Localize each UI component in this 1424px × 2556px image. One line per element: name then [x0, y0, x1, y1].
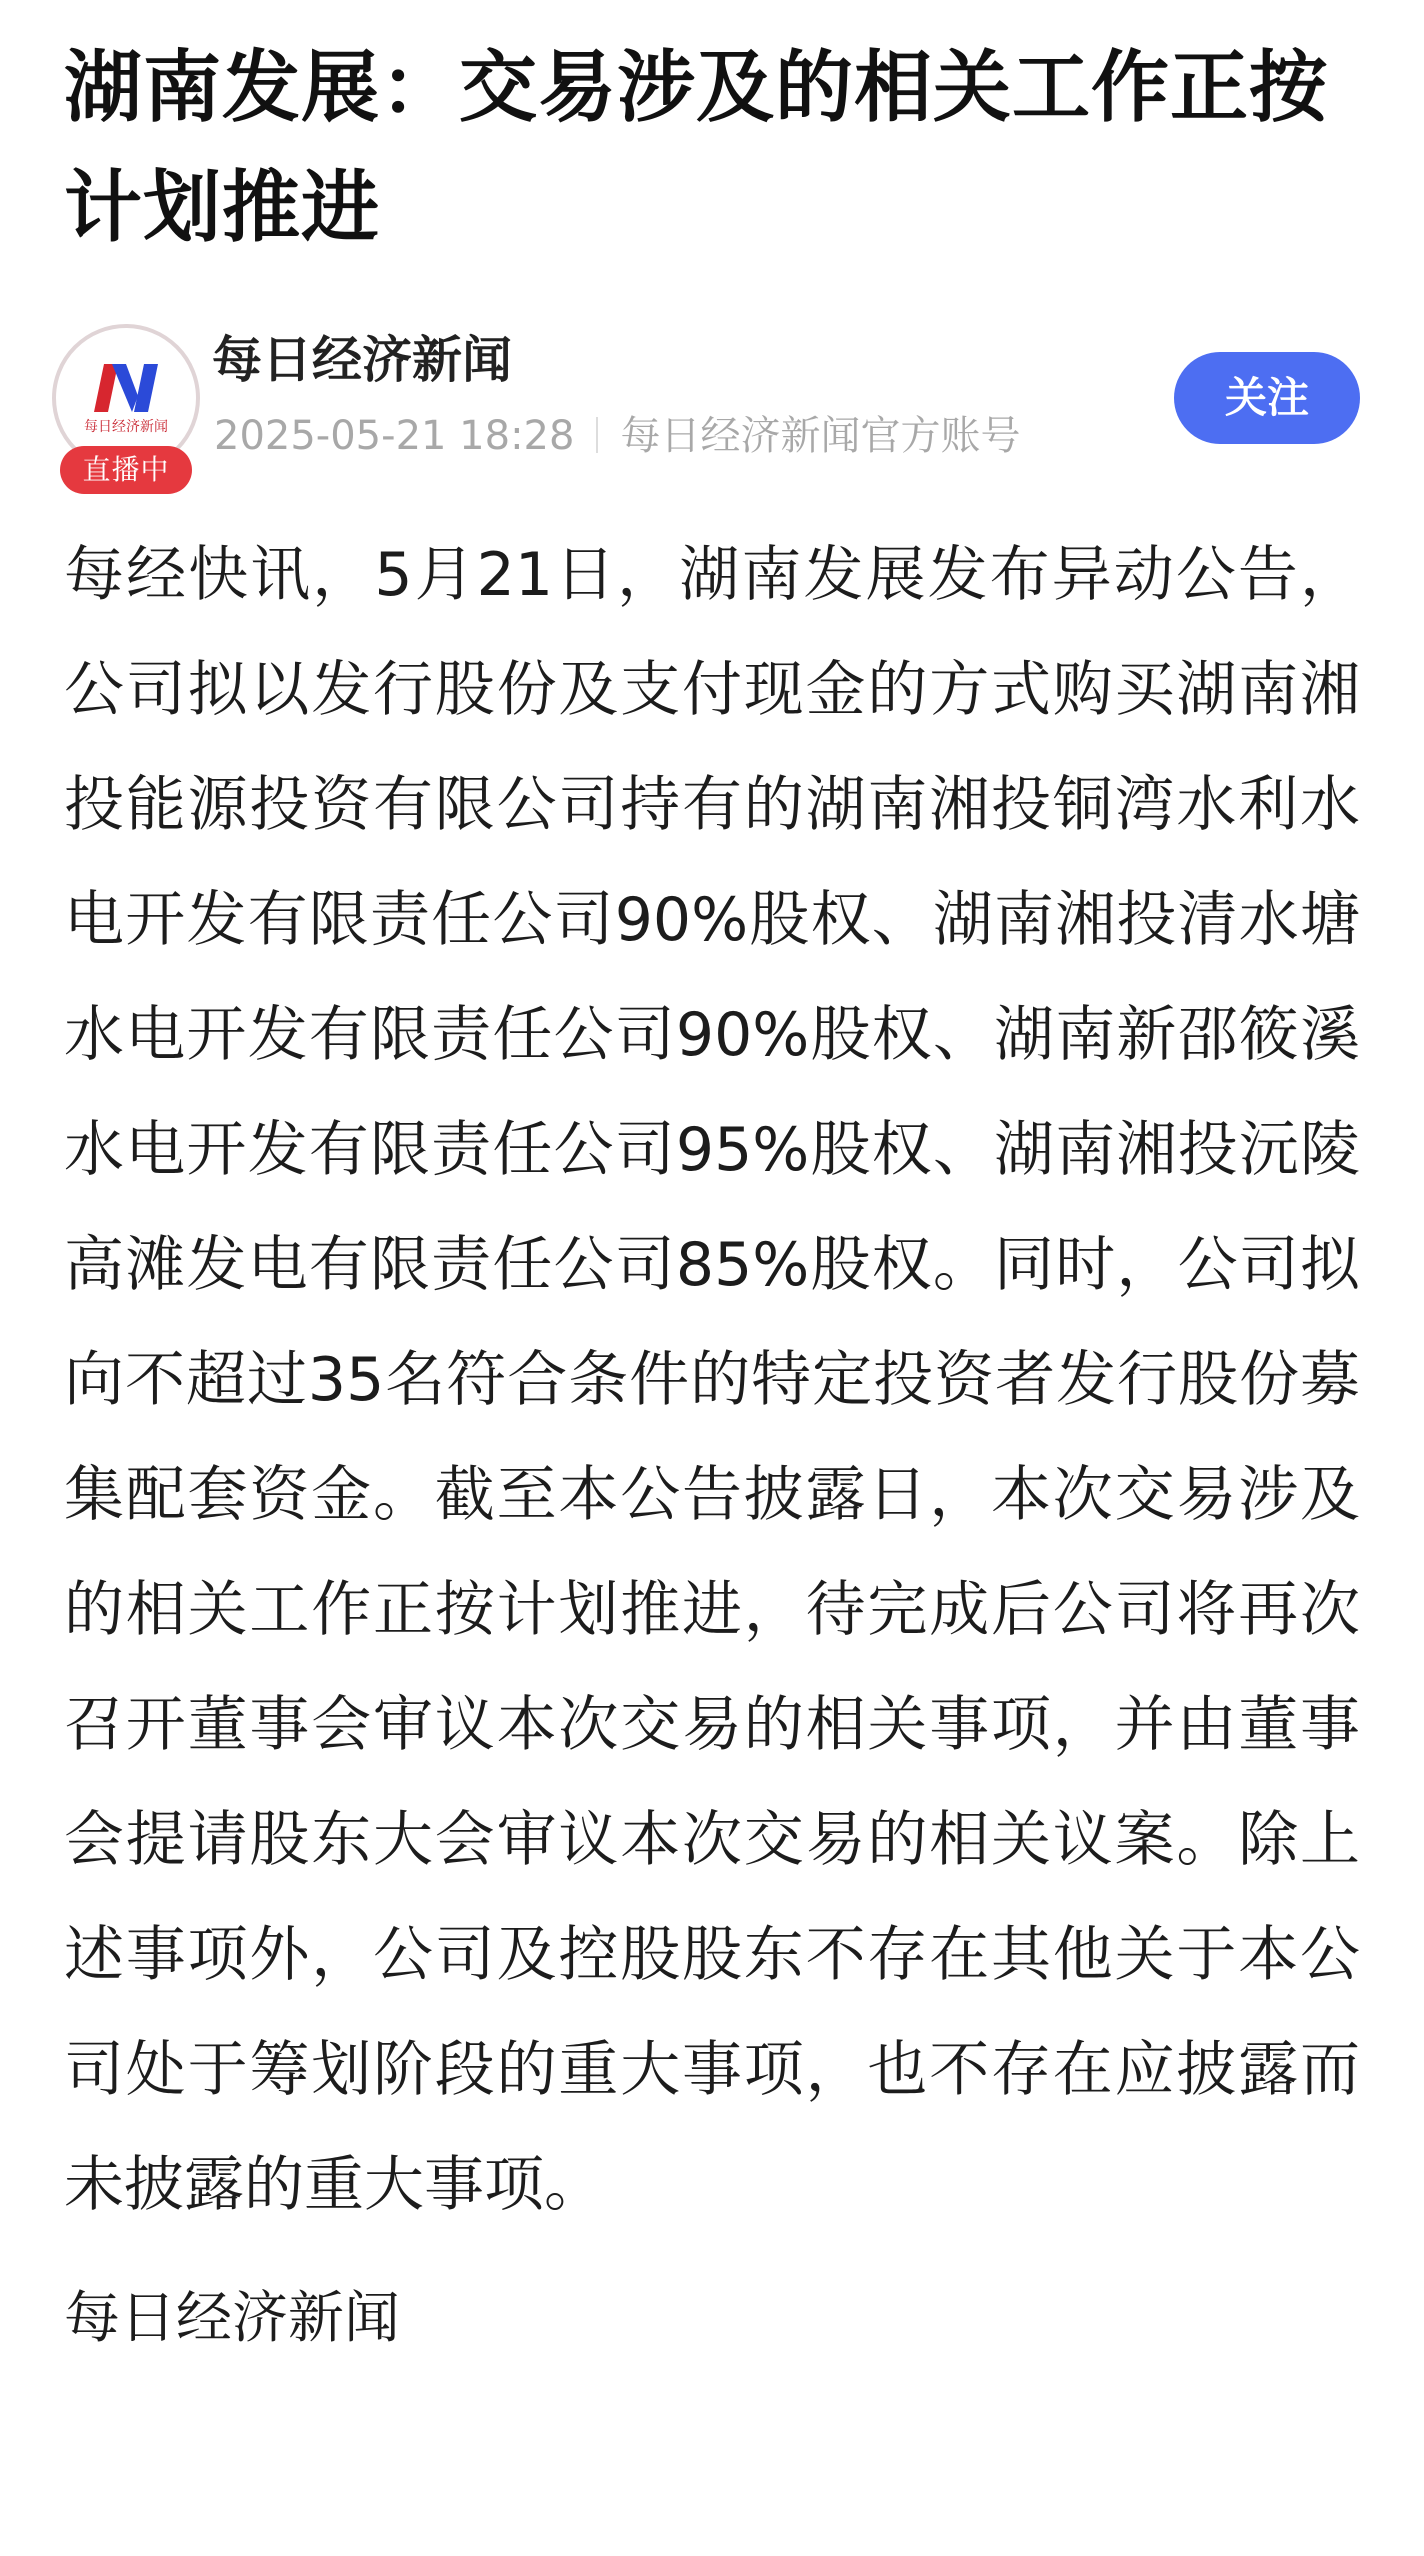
author-name[interactable]: 每日经济新闻 — [212, 331, 512, 389]
author-meta — [214, 410, 1020, 462]
article-title: 湖南发展：交易涉及的相关工作正按计划推进 — [64, 43, 1329, 253]
publish-timestamp: 2025-05-21 18:28 — [214, 413, 575, 459]
article-source: 每日经济新闻 — [64, 2286, 400, 2351]
article-body: 每经快讯，5月21日，湖南发展发布异动公告，公司拟以发行股份及支付现金的方式购买湖南湘投能源投资有限公司持有的湖南湘投铜湾水利水电开发有限责任公司90%股权、湖南湘投清水塘水电开发有限责任公司90%股权、湖南新邵筱溪水电开发有限责任公司95%股权、湖南湘投沅陵高滩发电有限责任公司85%股权。同时，公司拟向不超过35名符合条件的特定投资者发行股份募集配套资金。截至本公告披露日，本次交易涉及的相关工作正按计划推进，待完成后公司将再次召开董事会审议本次交易的相关事项，并由董事会提请股东大会审议本次交易的相关议案。除上述事项外，公司及控股股东不存在其他关于本公司处于筹划阶段的重大事项，也不存在应披露而未披露的重大事项。 — [64, 540, 1360, 2220]
avatar-caption: 每日经济新闻 — [84, 419, 168, 435]
account-label: 每日经济新闻官方账号 — [620, 413, 1021, 459]
follow-button[interactable]: 关注 — [1174, 352, 1360, 444]
author-bar — [64, 324, 1360, 484]
meta-divider — [596, 417, 598, 453]
nbd-logo-icon — [90, 362, 162, 414]
avatar[interactable] — [52, 324, 200, 486]
live-badge[interactable]: 直播中 — [60, 446, 192, 494]
